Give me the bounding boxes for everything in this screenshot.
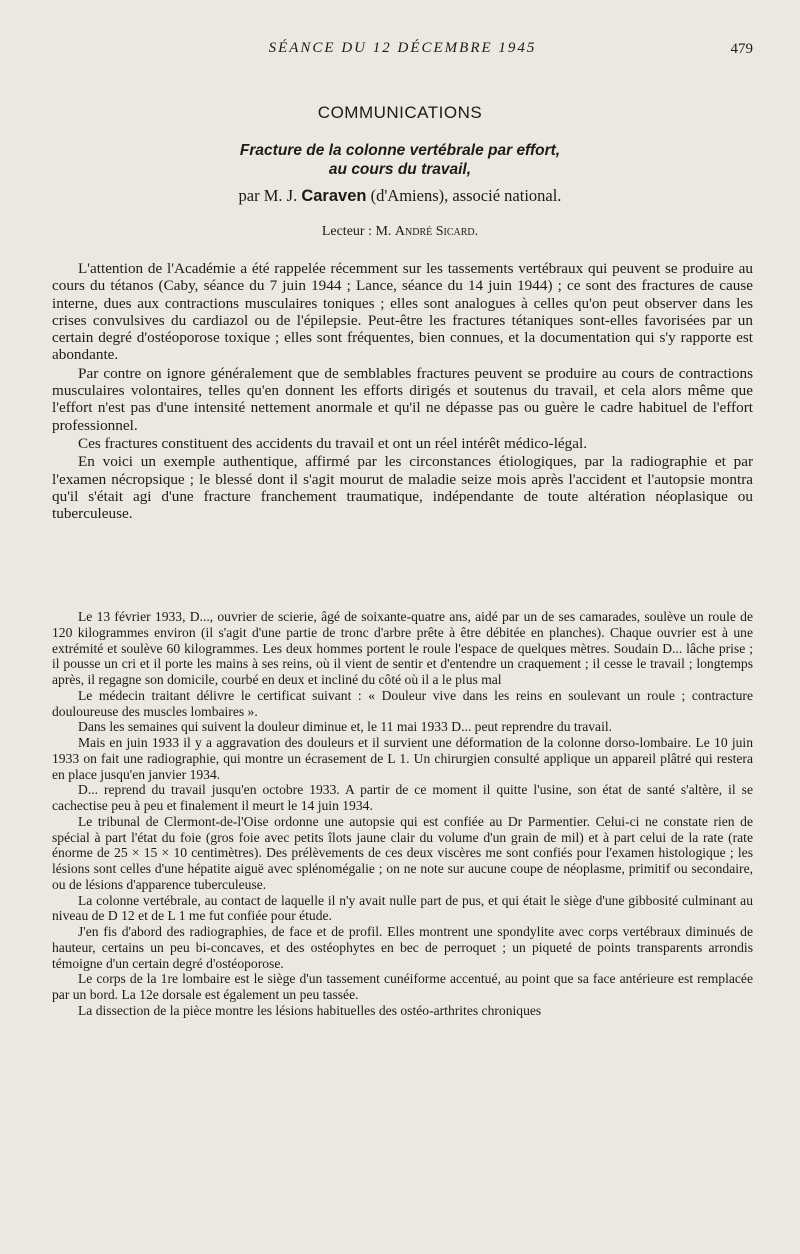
intro-paragraph: Par contre on ignore généralement que de semblables fractures peuvent se produire au cours de contractions musculaires volontaires, telles qu'en donnent les efforts dirigés et soutenus du travail, et cela alors même que l'effort n'est pas d'une intensité nettement anormale et qu'il ne dépasse pas ou guère le cadre habituel de l'effort professionnel. (52, 364, 753, 434)
intro-paragraph: En voici un exemple authentique, affirmé par les circonstances étiologiques, par la radiographie et par l'examen nécropsique ; le blessé dont il s'agit mourut de maladie seize mois après l'accident et l'autopsie montra qu'il s'était agi d'une fracture franchement traumatique, indépendante de toute altération néoplasique ou tuberculeuse. (52, 453, 753, 523)
article-title-line-1: Fracture de la colonne vertébrale par effort, (239, 142, 561, 159)
reader-name: André Sicard. (394, 224, 479, 239)
case-paragraph: Le médecin traitant délivre le certificat suivant : « Douleur vive dans les reins en soulevant un roule ; contracture douloureuse des muscles lombaires ». (52, 687, 753, 719)
author-line (0, 186, 800, 206)
case-paragraph: Le corps de la 1re lombaire est le siège d'un tassement cunéiforme accentué, au point que sa face antérieure est remplacée par un bord. La 12e dorsale est également un peu tassée. (52, 971, 753, 1002)
page-number: 479 (730, 41, 753, 57)
case-paragraph: D... reprend du travail jusqu'en octobre 1933. A partir de ce moment il quitte l'usine, son état de santé s'altère, il se cachectise peu à peu et finalement il meurt le 14 juin 1934. (52, 782, 753, 813)
intro-text (52, 260, 753, 523)
case-paragraph: Le 13 février 1933, D..., ouvrier de scierie, âgé de soixante-quatre ans, aidé par un de ses camarades, soulève un roule de 120 kilogrammes environ (il s'agit d'une partie de tronc d'arbre prête à être débitée en planches). Chaque ouvrier est à une extrémité et soulève 60 kilogrammes. Les deux hommes portent le roule l'espace de quelques mètres. Soudain D... lâche prise ; il pousse un cri et il porte les mains à ses reins, où il vient de sentir et d'entendre un craquement ; il cesse le travail ; longtemps après, il regagne son domicile, courbé en deux et incliné du côté où il a le plus mal (52, 609, 753, 687)
reader-label: Lecteur : M. (321, 224, 395, 239)
case-paragraph: La colonne vertébrale, au contact de laquelle il n'y avait nulle part de pus, et qui était le siège d'une gibbosité culminant au niveau de D 12 et de L 1 me fut confiée pour étude. (52, 892, 753, 924)
case-report-text (52, 609, 753, 1019)
article-title-line-2: au cours du travail, (328, 161, 472, 178)
intro-paragraph: L'attention de l'Académie a été rappelée récemment sur les tassements vertébraux qui peuvent se produire au cours du tétanos (Caby, séance du 7 juin 1944 ; Lance, séance du 14 juin 1944) ; ce sont des fractures de cause interne, dues aux contractions musculaires toniques ; elles sont analogues à celles qu'on peut observer dans les crises convulsives du cardiazol ou de l'épilepsie. Peut-être les fractures tétaniques sont-elles favorisées par un certain degré d'ostéoporose toxique ; elles sont fréquentes, bien connues, et la documentation qui s'y rapporte est abondante. (52, 260, 753, 364)
section-title: COMMUNICATIONS (317, 103, 483, 122)
running-head: SÉANCE DU 12 DÉCEMBRE 1945 (268, 40, 537, 56)
case-paragraph: La dissection de la pièce montre les lésions habituelles des ostéo-arthrites chroniques (78, 1002, 542, 1018)
author-affiliation: (d'Amiens), associé national. (366, 186, 562, 205)
page-header (52, 40, 753, 64)
case-paragraph: J'en fis d'abord des radiographies, de face et de profil. Elles montrent une spondylite avec corps vertébraux diminués de hauteur, certains un peu bi-concaves, et des ostéophytes en bec de perroquet ; un piqueté de points transparents arrondis témoigne d'un certain degré d'ostéoporose. (52, 924, 753, 971)
case-paragraph: Le tribunal de Clermont-de-l'Oise ordonne une autopsie qui est confiée au Dr Parmentier. Celui-ci ne constate rien de spécial à part l'état du foie (gros foie avec petits îlots jaune clair du volume d'un grain de mil) et à part celui de la rate (rate énorme de 25 × 15 × 10 centimètres). Des prélèvements de ces deux viscères me sont confiés pour l'examen histologique ; les lésions sont celles d'une hépatite aiguë avec splénomégalie ; on ne note sur aucune coupe de néoplasme, primitif ou secondaire, ou de lésions d'apparence tuberculeuse. (52, 813, 753, 892)
case-paragraph: Dans les semaines qui suivent la douleur diminue et, le 11 mai 1933 D... peut reprendre du travail. (78, 719, 613, 735)
author-prefix: par M. J. (238, 186, 302, 205)
intro-paragraph: Ces fractures constituent des accidents du travail et ont un réel intérêt médico-légal. (78, 434, 588, 452)
case-paragraph: Mais en juin 1933 il y a aggravation des douleurs et il survient une déformation de la colonne dorso-lombaire. Le 10 juin 1933 on fait une radiographie, qui montre un écrasement de L 1. Un chirurgien consulté applique un appareil plâtré qui restera en place jusqu'en janvier 1934. (52, 735, 753, 782)
reader-line (0, 224, 800, 240)
author-name: Caraven (301, 187, 367, 205)
article-title (0, 141, 800, 179)
